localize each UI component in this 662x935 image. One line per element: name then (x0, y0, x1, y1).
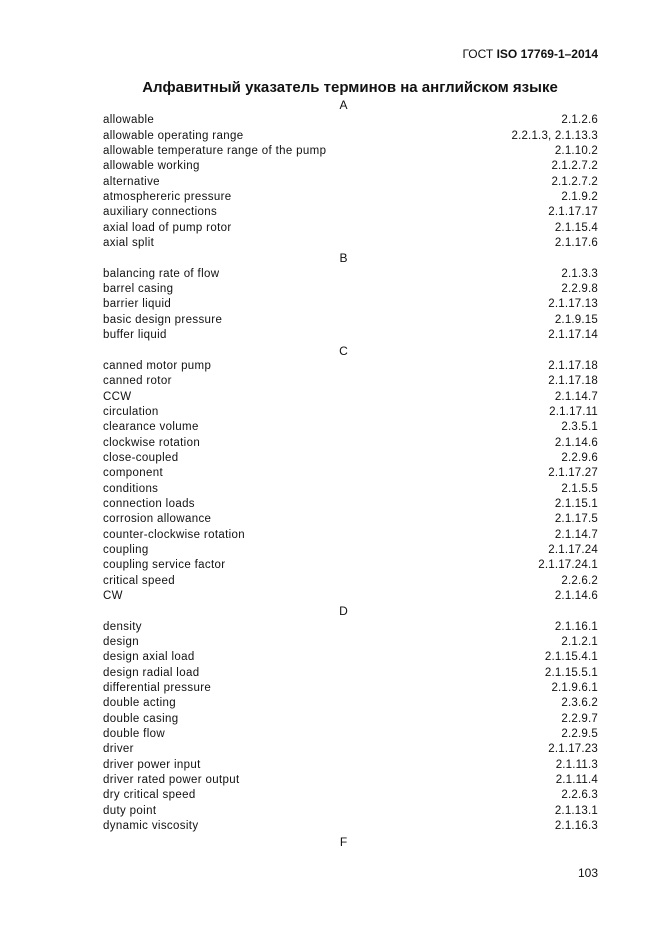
index-reference: 2.1.17.18 (548, 359, 598, 372)
index-entry (103, 758, 598, 773)
index-term: allowable temperature range of the pump (103, 145, 327, 158)
index-term: driver rated power output (103, 774, 240, 787)
index-term: allowable operating range (103, 129, 244, 142)
index-term: coupling (103, 543, 149, 556)
section-letter: D (339, 604, 348, 619)
index-term: clockwise rotation (103, 436, 201, 449)
index-entry (103, 466, 598, 481)
index-entry (103, 420, 598, 435)
page-number: 103 (577, 866, 598, 880)
index-entry (103, 190, 598, 205)
index-term: barrel casing (103, 283, 174, 296)
page-title: Алфавитный указатель терминов на английском языке (142, 79, 558, 96)
index-entry (103, 804, 598, 819)
index-entry (103, 374, 598, 389)
index-term: double flow (103, 728, 166, 741)
index-term: basic design pressure (103, 313, 223, 326)
index-entry (103, 635, 598, 650)
index-entry (103, 359, 598, 374)
index-term: critical speed (103, 574, 176, 587)
index-term: allowable (103, 114, 155, 127)
index-reference: 2.1.2.7.2 (551, 175, 598, 188)
index-entry (103, 482, 598, 497)
index-reference: 2.1.14.7 (554, 528, 598, 541)
index-term: canned motor pump (103, 359, 212, 372)
index-entry (103, 742, 598, 757)
index-entry (103, 297, 598, 312)
index-term: circulation (103, 405, 159, 418)
index-reference: 2.1.14.6 (554, 436, 598, 449)
index-reference: 2.1.14.7 (554, 390, 598, 403)
index-entry (103, 620, 598, 635)
index-reference: 2.1.17.23 (548, 743, 598, 756)
section-letter: F (339, 834, 348, 849)
index-reference: 2.1.11.3 (555, 758, 598, 771)
index-reference: 2.1.17.13 (548, 298, 598, 311)
index-entry (103, 558, 598, 573)
running-header (462, 47, 598, 61)
index-entry (103, 175, 598, 190)
index-term: allowable working (103, 160, 200, 173)
index-term: CCW (103, 390, 132, 403)
index-reference: 2.1.5.5 (561, 482, 598, 495)
index-term: dynamic viscosity (103, 820, 199, 833)
index-entry (103, 328, 598, 343)
index-term: double acting (103, 697, 176, 710)
index-term: design axial load (103, 651, 195, 664)
index-reference: 2.1.17.24.1 (538, 559, 598, 572)
index-reference: 2.3.5.1 (561, 421, 598, 434)
index-reference: 2.1.9.6.1 (551, 682, 598, 695)
index-entry (103, 390, 598, 405)
index-reference: 2.1.15.5.1 (544, 666, 598, 679)
index-term: duty point (103, 804, 157, 817)
index-reference: 2.1.17.17 (548, 206, 598, 219)
index-reference: 2.2.9.5 (561, 728, 598, 741)
index-term: CW (103, 590, 123, 602)
index-reference: 2.1.10.2 (554, 145, 598, 158)
index-term: corrosion allowance (103, 513, 212, 526)
index-entry (103, 543, 598, 558)
index-entry (103, 436, 598, 451)
index-term: differential pressure (103, 682, 212, 695)
index-reference: 2.1.13.1 (554, 804, 598, 817)
index-reference: 2.2.9.6 (561, 451, 598, 464)
index-term: density (103, 620, 142, 633)
index-reference: 2.1.17.18 (548, 375, 598, 388)
index-term: buffer liquid (103, 329, 167, 342)
index-reference: 2.1.14.6 (554, 590, 598, 602)
index-term: clearance volume (103, 421, 199, 434)
index-reference: 2.2.9.7 (561, 712, 598, 725)
index-reference: 2.1.15.1 (554, 497, 598, 510)
index-term: component (103, 467, 164, 480)
index-reference: 2.3.6.2 (561, 697, 598, 710)
index-term: axial split (103, 237, 155, 250)
index-entry (103, 159, 598, 174)
term-index (103, 98, 598, 850)
index-term: axial load of pump rotor (103, 221, 232, 234)
index-term: driver (103, 743, 134, 756)
index-entry (103, 313, 598, 328)
index-reference: 2.1.3.3 (561, 267, 598, 280)
index-entry (103, 236, 598, 251)
index-entry (103, 589, 598, 604)
index-reference: 2.1.9.15 (554, 313, 598, 326)
index-term: atmosphereric pressure (103, 191, 232, 204)
index-term: connection loads (103, 497, 195, 510)
index-reference: 2.1.2.1 (561, 636, 598, 649)
index-term: dry critical speed (103, 789, 196, 802)
index-entry (103, 727, 598, 742)
index-entry (103, 221, 598, 236)
index-entry (103, 819, 598, 834)
index-reference: 2.1.9.2 (561, 191, 598, 204)
index-term: design (103, 636, 139, 649)
index-term: alternative (103, 175, 160, 188)
index-entry (103, 497, 598, 512)
index-entry (103, 144, 598, 159)
index-term: canned rotor (103, 375, 172, 388)
index-reference: 2.1.16.1 (554, 620, 598, 633)
index-reference: 2.2.9.8 (561, 283, 598, 296)
index-entry (103, 113, 598, 128)
index-term: coupling service factor (103, 559, 226, 572)
index-reference: 2.1.17.27 (548, 467, 598, 480)
index-reference: 2.1.2.6 (561, 114, 598, 127)
index-entry (103, 267, 598, 282)
index-entry (103, 773, 598, 788)
index-entry (103, 574, 598, 589)
index-term: double casing (103, 712, 179, 725)
index-reference: 2.2.6.2 (561, 574, 598, 587)
index-term: driver power input (103, 758, 201, 771)
index-entry (103, 696, 598, 711)
index-term: close-coupled (103, 451, 179, 464)
index-entry (103, 650, 598, 665)
index-entry (103, 788, 598, 803)
index-term: barrier liquid (103, 298, 172, 311)
index-entry (103, 666, 598, 681)
section-letter: C (339, 343, 348, 358)
index-entry (103, 512, 598, 527)
index-entry (103, 129, 598, 144)
index-reference: 2.1.17.14 (548, 329, 598, 342)
index-term: balancing rate of flow (103, 267, 220, 280)
index-reference: 2.1.16.3 (554, 820, 598, 833)
index-reference: 2.1.17.24 (548, 543, 598, 556)
index-reference: 2.1.15.4.1 (544, 651, 598, 664)
index-entry (103, 712, 598, 727)
index-reference: 2.1.17.5 (554, 513, 598, 526)
index-reference: 2.1.11.4 (555, 774, 598, 787)
section-letter: B (339, 251, 348, 266)
index-reference: 2.2.6.3 (561, 789, 598, 802)
index-term: design radial load (103, 666, 200, 679)
index-entry (103, 282, 598, 297)
section-letter: A (339, 98, 348, 112)
standard-number: ISO 17769-1–2014 (496, 47, 598, 61)
index-term: auxiliary connections (103, 206, 218, 219)
index-entry (103, 528, 598, 543)
index-entry (103, 681, 598, 696)
index-entry (103, 205, 598, 220)
index-term: counter-clockwise rotation (103, 528, 246, 541)
index-reference: 2.2.1.3, 2.1.13.3 (511, 129, 598, 142)
index-term: conditions (103, 482, 159, 495)
standard-type: ГОСТ (462, 47, 494, 61)
index-reference: 2.1.17.11 (549, 405, 598, 418)
index-entry (103, 405, 598, 420)
index-reference: 2.1.2.7.2 (551, 160, 598, 173)
index-reference: 2.1.15.4 (554, 221, 598, 234)
index-reference: 2.1.17.6 (554, 237, 598, 250)
index-entry (103, 451, 598, 466)
